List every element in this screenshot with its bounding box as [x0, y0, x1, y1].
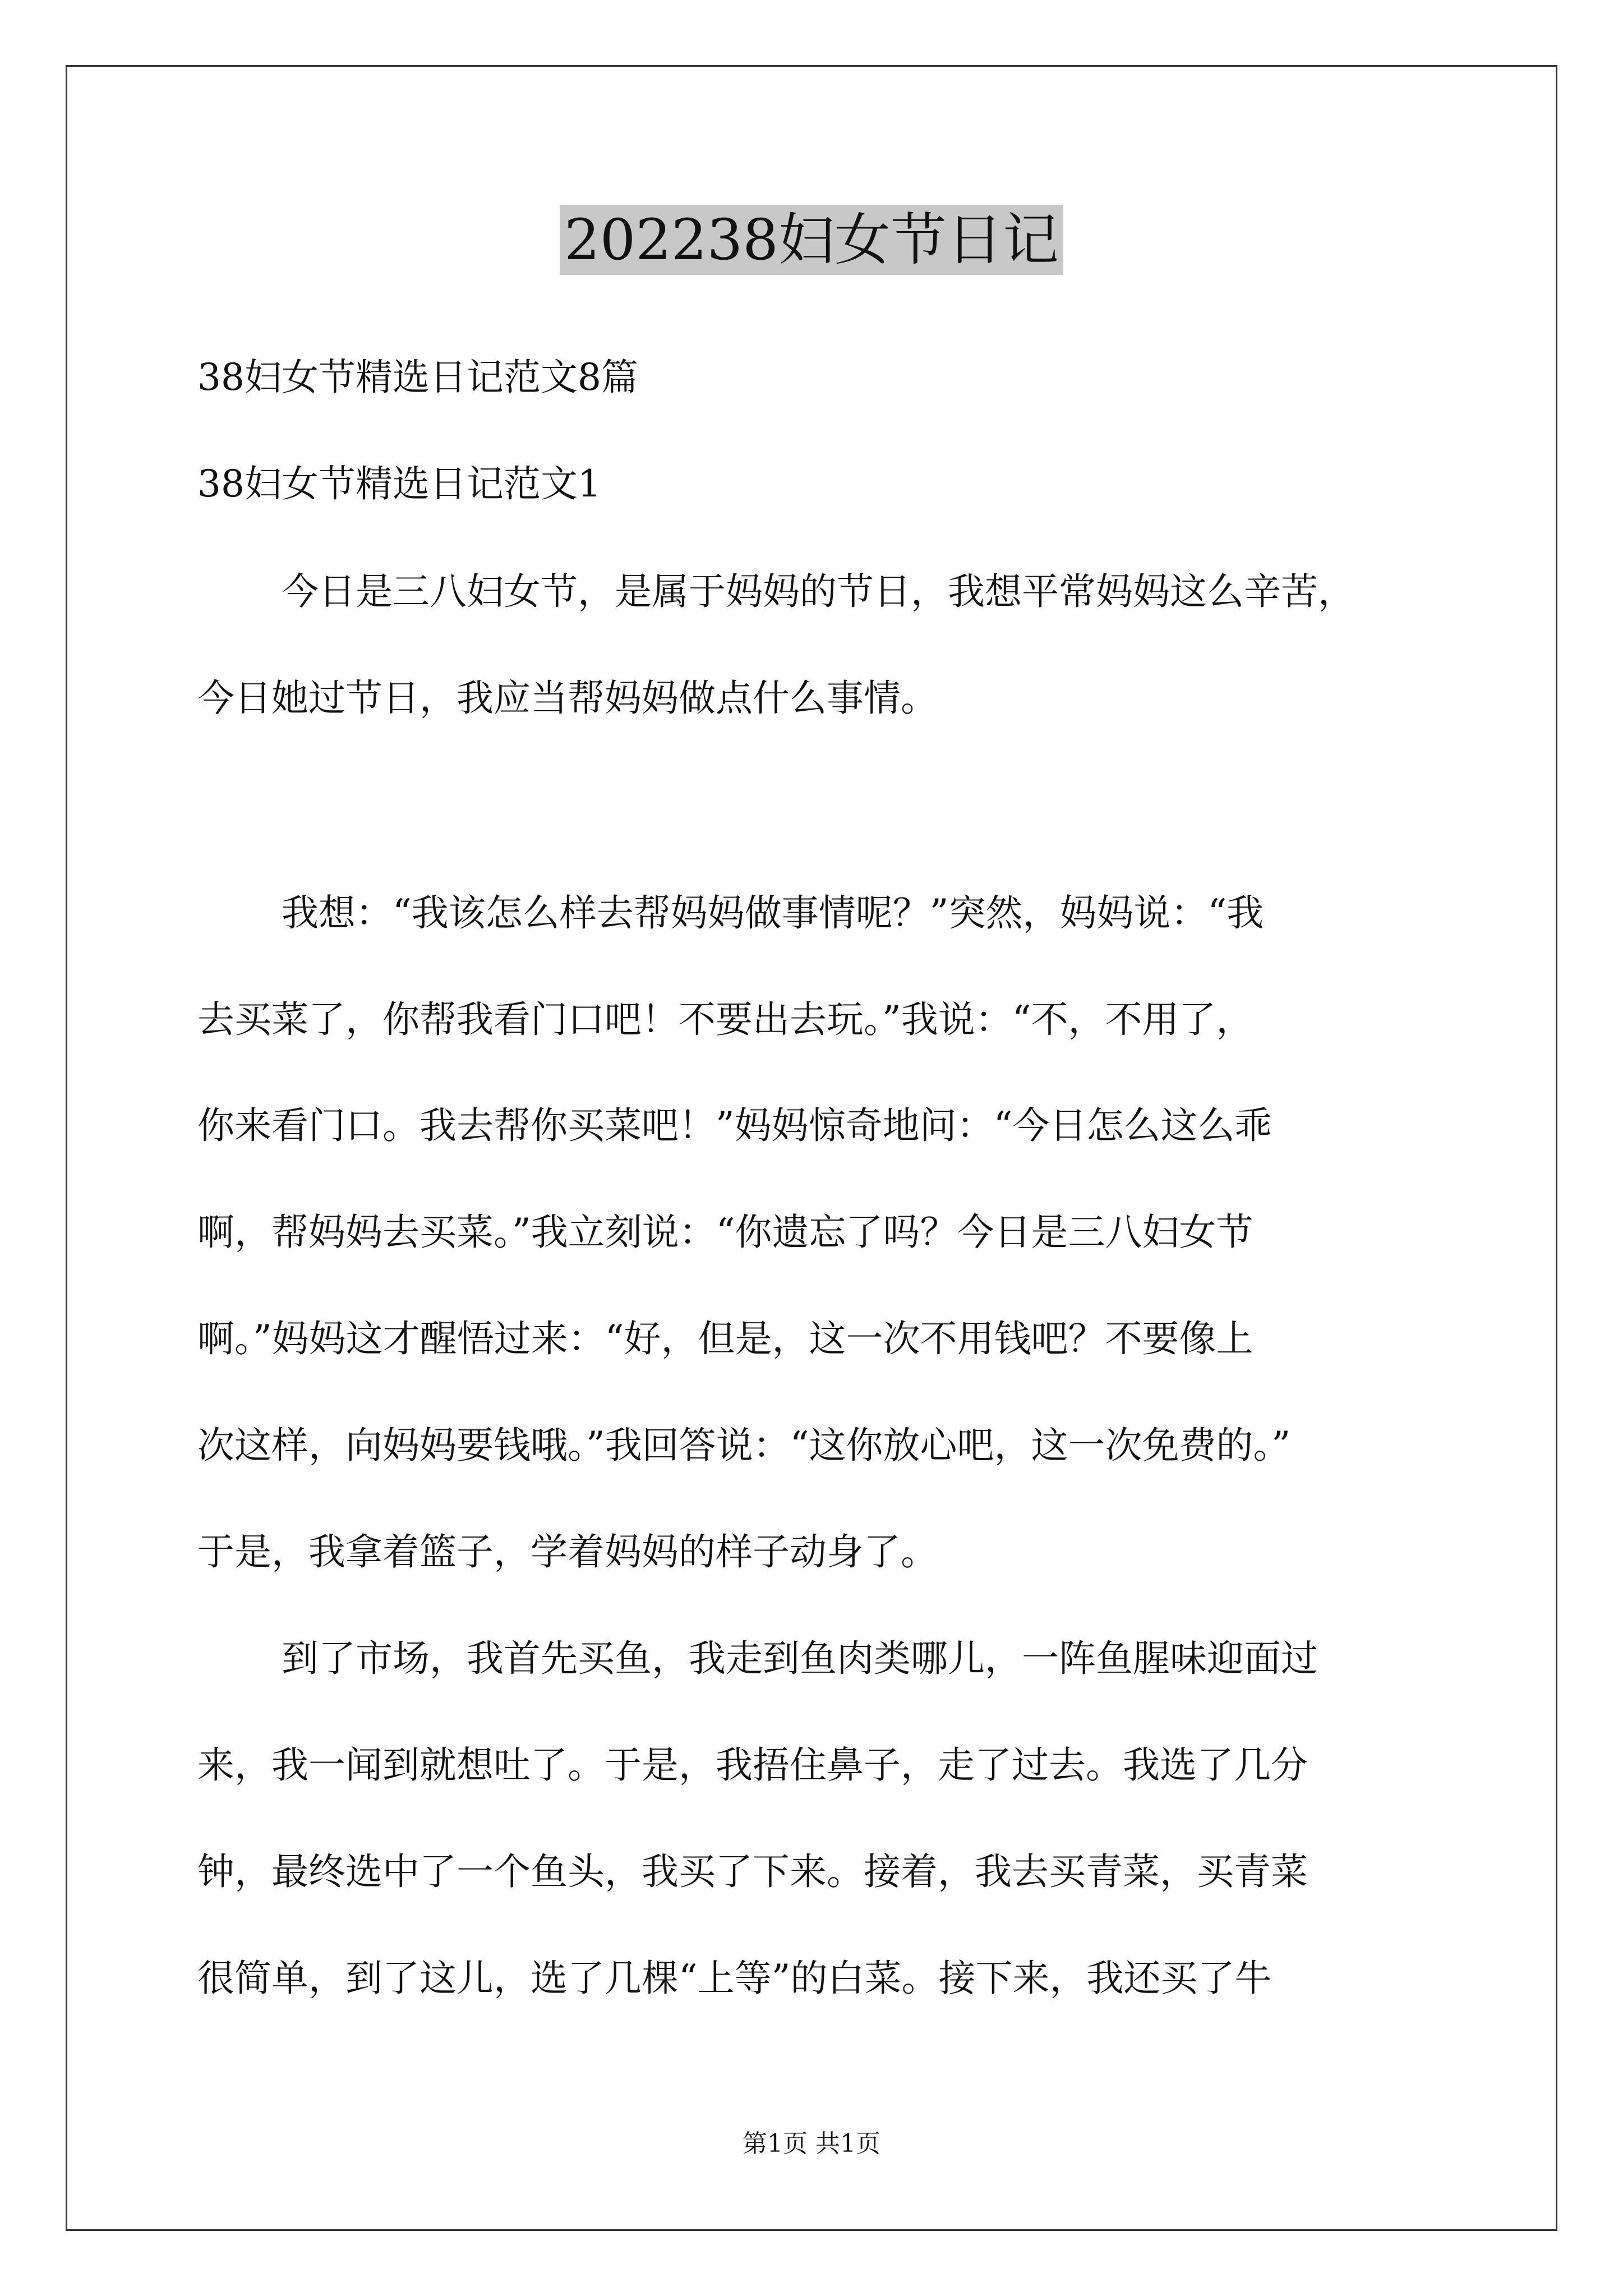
paragraph-line: 你来看门口。我去帮你买菜吧！”妈妈惊奇地问：“今日怎么这么乖 [197, 1104, 1272, 1147]
paragraph-line: 于是，我拿着篮子，学着妈妈的样子动身了。 [197, 1530, 938, 1573]
paragraph-line: 次这样，向妈妈要钱哦。”我回答说：“这你放心吧，这一次免费的。” [197, 1424, 1291, 1467]
subtitle: 38妇女节精选日记范文8篇 [197, 356, 638, 399]
document-title-text: 202238妇女节日记 [560, 205, 1063, 275]
section-heading: 38妇女节精选日记范文1 [197, 462, 601, 505]
paragraph-line: 到了市场，我首先买鱼，我走到鱼肉类哪儿，一阵鱼腥味迎面过 [282, 1637, 1318, 1680]
paragraph-line: 今日她过节日，我应当帮妈妈做点什么事情。 [197, 677, 938, 720]
paragraph-line: 啊。”妈妈这才醒悟过来：“好，但是，这一次不用钱吧？不要像上 [197, 1317, 1253, 1360]
paragraph-line: 我想：“我该怎么样去帮妈妈做事情呢？”突然，妈妈说：“我 [282, 891, 1264, 935]
paragraph-line: 今日是三八妇女节，是属于妈妈的节日，我想平常妈妈这么辛苦， [282, 570, 1355, 613]
paragraph-line: 来，我一闻到就想吐了。于是，我捂住鼻子，走了过去。我选了几分 [197, 1743, 1308, 1787]
page-footer: 第1页 共1页 [743, 2129, 880, 2158]
paragraph-line: 很简单，到了这儿，选了几棵“上等”的白菜。接下来，我还买了牛 [197, 1957, 1272, 2000]
document-title [0, 201, 1623, 279]
paragraph-line: 啊，帮妈妈去买菜。”我立刻说：“你遗忘了吗？今日是三八妇女节 [197, 1211, 1253, 1254]
paragraph-line: 去买菜了，你帮我看门口吧！不要出去玩。”我说：“不，不用了， [197, 998, 1253, 1041]
paragraph-line: 钟，最终选中了一个鱼头，我买了下来。接着，我去买青菜，买青菜 [197, 1850, 1308, 1893]
